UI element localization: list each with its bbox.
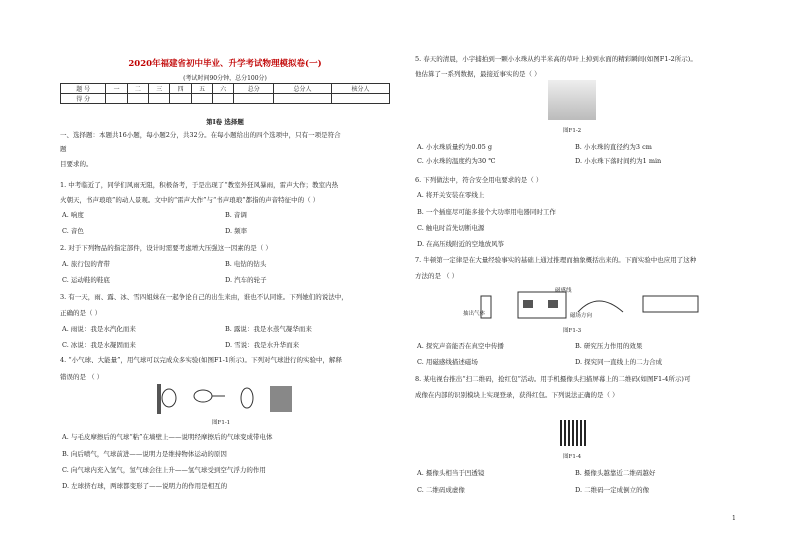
- option: B. 小水珠的直径约为3 cm: [575, 143, 652, 151]
- option: D. 在高压线附近的空地放风筝: [417, 240, 505, 248]
- score-header: 题 号: [61, 84, 106, 94]
- option: A. 将开关安装在零线上: [417, 191, 485, 199]
- water-drop-photo: [548, 80, 596, 120]
- option: B. 向后喷气，气球前进——说明力是维持物体运动的原因: [62, 450, 227, 458]
- option: C. 向气球内充入氢气，氢气球会往上升——氢气球受到空气浮力的作用: [62, 466, 266, 474]
- score-header: 总分人: [274, 84, 332, 94]
- question-2: 2. 对于下列物品的指定部件，设计时需要考虑增大压强这一因素的是（ ）: [60, 244, 272, 252]
- question-4: 错误的是 （ ）: [60, 373, 104, 381]
- figure-caption: 图F1-4: [563, 454, 582, 460]
- option: A. 雨说：我是水汽化而来: [62, 325, 136, 333]
- option: A. 探究声音能否在真空中传播: [417, 342, 504, 350]
- intro-line: 目要求的。: [60, 160, 93, 168]
- option: C. 触电时首先切断电源: [417, 224, 485, 232]
- question-6: 6. 下列做法中，符合安全用电要求的是（ ）: [415, 176, 543, 184]
- option: B. 音调: [225, 211, 247, 219]
- option: D. 二维码一定成倒立的像: [575, 486, 650, 494]
- exam-title: 2020年福建省初中毕业、升学考试物理模拟卷(一): [128, 59, 322, 69]
- question-7: 7. 牛顿第一定律是在大量经验事实的基础上通过推理而抽象概括出来的。下面实验中也应用了这种: [415, 256, 697, 264]
- score-header: 六: [213, 84, 234, 94]
- option: B. 露说：我是水蒸气凝华而来: [225, 325, 312, 333]
- figure-label: 磁感线: [555, 288, 572, 294]
- qr-code-image: [560, 420, 586, 446]
- score-header: 三: [149, 84, 170, 94]
- option: A. 与毛皮摩擦后的气球“粘”在墙壁上——说明经摩擦后的气球变成带电体: [62, 433, 273, 441]
- intro-line: 题: [60, 145, 67, 153]
- balloon-figure: [155, 382, 305, 416]
- question-8: 8. 某电视台推出“扫二维码，抢红包”活动。用手机摄像头扫描屏幕上的二维码(如图F1-4所示)可: [415, 375, 691, 383]
- option: B. 一个插座尽可能多接个大功率用电器同时工作: [417, 208, 556, 216]
- score-header: 一: [106, 84, 127, 94]
- question-4: 4. “小气球、大能量”，用气球可以完成众多实验(如图F1-1所示)。下列对气球进行的实验中，解释: [60, 356, 342, 364]
- option: D. 雪说：我是水升华而来: [225, 341, 300, 349]
- question-7: 方法的是 （ ）: [415, 272, 459, 280]
- score-header: 核分人: [332, 84, 390, 94]
- exam-subtitle: (考试时间90分钟，总分100分): [183, 75, 267, 82]
- figure-label: 抽出气体: [463, 311, 486, 317]
- option: C. 音色: [62, 227, 84, 235]
- option: B. 摄像头越靠近二维码越好: [575, 469, 656, 477]
- figure-caption: 图F1-2: [563, 128, 582, 134]
- score-header: 总分: [234, 84, 274, 94]
- figure-caption: 图F1-1: [212, 420, 231, 426]
- question-3: 3. 有一天，雨、露、冰、雪四姐妹在一起争论自己的出生来由，谁也不认同谁。下列她们的说法中，: [60, 293, 348, 301]
- option: C. 运动鞋的鞋底: [62, 276, 110, 284]
- figure-label: 磁场方向: [570, 313, 593, 319]
- question-1: 1. 中考临近了，同学们风雨无阻，积极备考，于是出现了“教室外狂风暴雨，雷声大作；教室内热: [60, 181, 339, 189]
- option: D. 汽车的轮子: [225, 276, 267, 284]
- option: C. 用磁感线描述磁场: [417, 358, 478, 366]
- figure-caption: 图F1-3: [563, 328, 582, 334]
- score-header: 五: [191, 84, 212, 94]
- score-table: [60, 83, 390, 104]
- page-number: 1: [732, 515, 736, 522]
- option: D. 小水珠下落时间约为1 min: [575, 157, 662, 165]
- option: D. 频率: [225, 227, 248, 235]
- question-1: 火朝天，书声琅琅”的动人景观。文中的“雷声大作”与“书声琅琅”都指的声音特征中的（ ）: [60, 196, 320, 204]
- option: B. 研究压力作用的效果: [575, 342, 643, 350]
- question-5: 5. 春天的清晨，小宇捕拍到一颗小水珠从约半米高的草叶上掉到水面的精彩瞬间(如图F1-2所示)。: [415, 55, 697, 63]
- question-3: 正确的是（ ）: [60, 309, 102, 317]
- section-heading: 第Ⅰ卷 选择题: [206, 118, 244, 126]
- score-header: 二: [127, 84, 148, 94]
- option: A. 小水珠质量约为0.05 g: [417, 143, 493, 151]
- intro-line: 一、选择题：本题共16小题，每小题2分，共32分。在每小题给出的四个选项中，只有一项是符合: [60, 131, 341, 139]
- option: D. 探究同一直线上的二力合成: [575, 358, 663, 366]
- score-row-label: 得 分: [61, 94, 106, 104]
- option: A. 旅行包的背带: [62, 260, 110, 268]
- option: A. 响度: [62, 211, 84, 219]
- option: B. 电钻的钻头: [225, 260, 267, 268]
- option: C. 冰说：我是水凝固而来: [62, 341, 136, 349]
- score-header: 四: [170, 84, 191, 94]
- option: C. 小水珠的温度约为30 ℃: [417, 157, 496, 165]
- option: C. 二维码成虚像: [417, 486, 465, 494]
- question-5: 他估算了一系列数据，最接近事实的是（ ）: [415, 70, 541, 78]
- option: D. 左球挤右球，两球都变形了——说明力的作用是相互的: [62, 482, 228, 490]
- question-8: 成像在内部的识别模块上实现登录，获得红包。下列说法正确的是（ ）: [415, 391, 619, 399]
- option: A. 摄像头相当于凹透镜: [417, 469, 485, 477]
